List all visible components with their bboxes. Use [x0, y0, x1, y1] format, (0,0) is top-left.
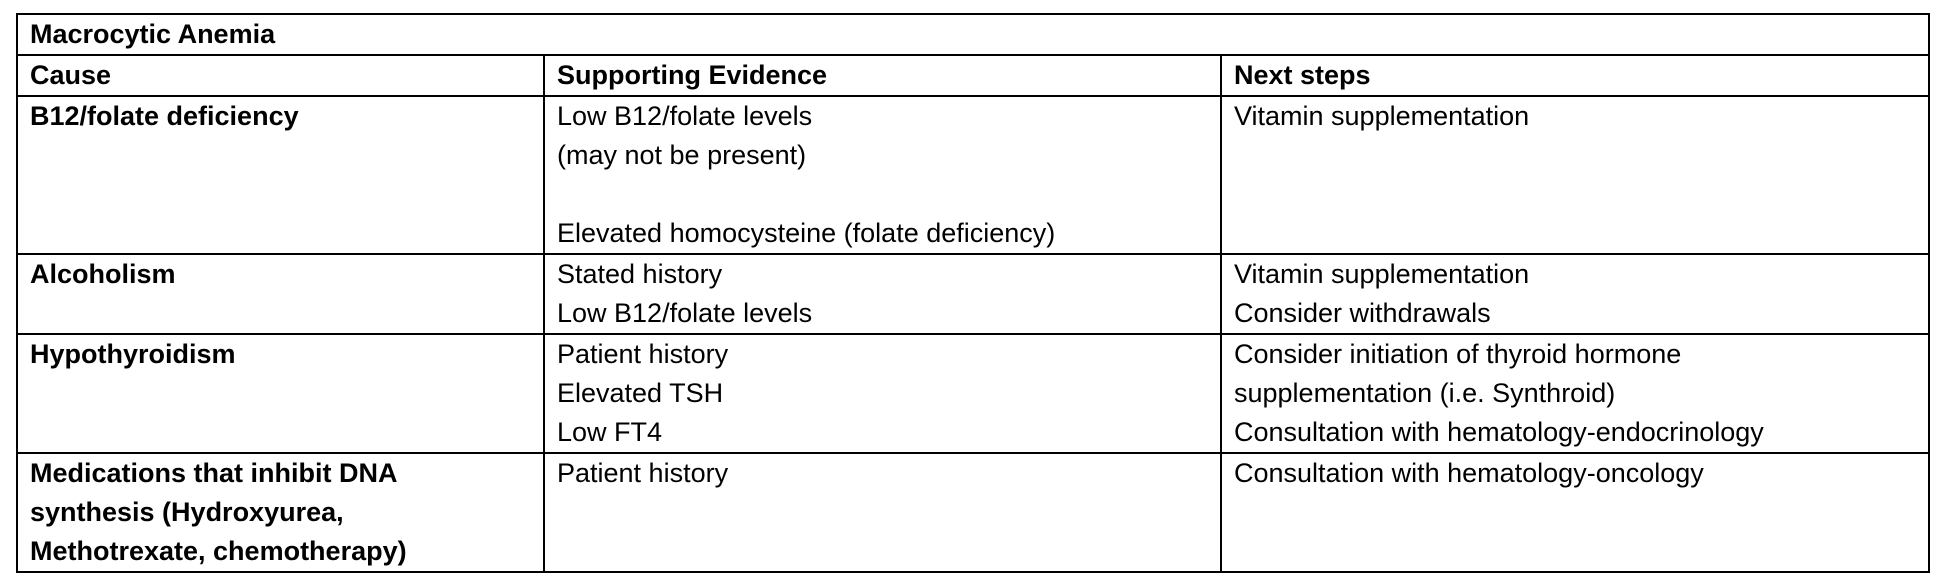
- evidence-line: Patient history: [557, 339, 729, 369]
- evidence-cell: [544, 96, 1221, 254]
- cause-cell: [17, 334, 544, 453]
- table-row: [17, 96, 1929, 254]
- evidence-line: (may not be present): [557, 140, 807, 170]
- table-row: [17, 453, 1929, 572]
- table-title-row: [17, 14, 1929, 55]
- table-row: [17, 334, 1929, 453]
- evidence-line: Elevated TSH: [557, 378, 724, 408]
- evidence-line: Low B12/folate levels: [557, 101, 813, 131]
- evidence-cell: [544, 334, 1221, 453]
- cause-line: B12/folate deficiency: [30, 101, 299, 131]
- evidence-line: Elevated homocysteine (folate deficiency): [557, 218, 1056, 248]
- cause-line: Medications that inhibit DNA: [30, 458, 398, 488]
- next-step-line: Consider initiation of thyroid hormone: [1234, 339, 1682, 369]
- macrocytic-anemia-table: [16, 13, 1930, 573]
- table-row: [17, 254, 1929, 334]
- cause-line: Alcoholism: [30, 259, 176, 289]
- next-step-line: Consultation with hematology-endocrinology: [1234, 417, 1764, 447]
- cause-cell: [17, 453, 544, 572]
- next-step-line: Consultation with hematology-oncology: [1234, 458, 1704, 488]
- evidence-cell: [544, 254, 1221, 334]
- column-header-next-steps: Next steps: [1221, 55, 1929, 96]
- next-steps-cell: [1221, 254, 1929, 334]
- next-steps-cell: [1221, 453, 1929, 572]
- cause-line: synthesis (Hydroxyurea,: [30, 497, 344, 527]
- next-step-line: supplementation (i.e. Synthroid): [1234, 378, 1616, 408]
- next-step-line: Vitamin supplementation: [1234, 259, 1530, 289]
- next-steps-cell: [1221, 96, 1929, 254]
- evidence-cell: [544, 453, 1221, 572]
- next-step-line: Consider withdrawals: [1234, 298, 1491, 328]
- evidence-line: Low B12/folate levels: [557, 298, 813, 328]
- column-header-supporting-evidence: Supporting Evidence: [544, 55, 1221, 96]
- column-header-cause: Cause: [17, 55, 544, 96]
- evidence-line: Low FT4: [557, 417, 663, 447]
- cause-line: Methotrexate, chemotherapy): [30, 536, 407, 566]
- evidence-blank-line: [557, 175, 1208, 214]
- evidence-line: Stated history: [557, 259, 723, 289]
- next-step-line: Vitamin supplementation: [1234, 101, 1530, 131]
- table-title: Macrocytic Anemia: [17, 14, 1929, 55]
- cause-cell: [17, 96, 544, 254]
- cause-cell: [17, 254, 544, 334]
- cause-line: Hypothyroidism: [30, 339, 236, 369]
- next-steps-cell: [1221, 334, 1929, 453]
- evidence-line: Patient history: [557, 458, 729, 488]
- table-header-row: [17, 55, 1929, 96]
